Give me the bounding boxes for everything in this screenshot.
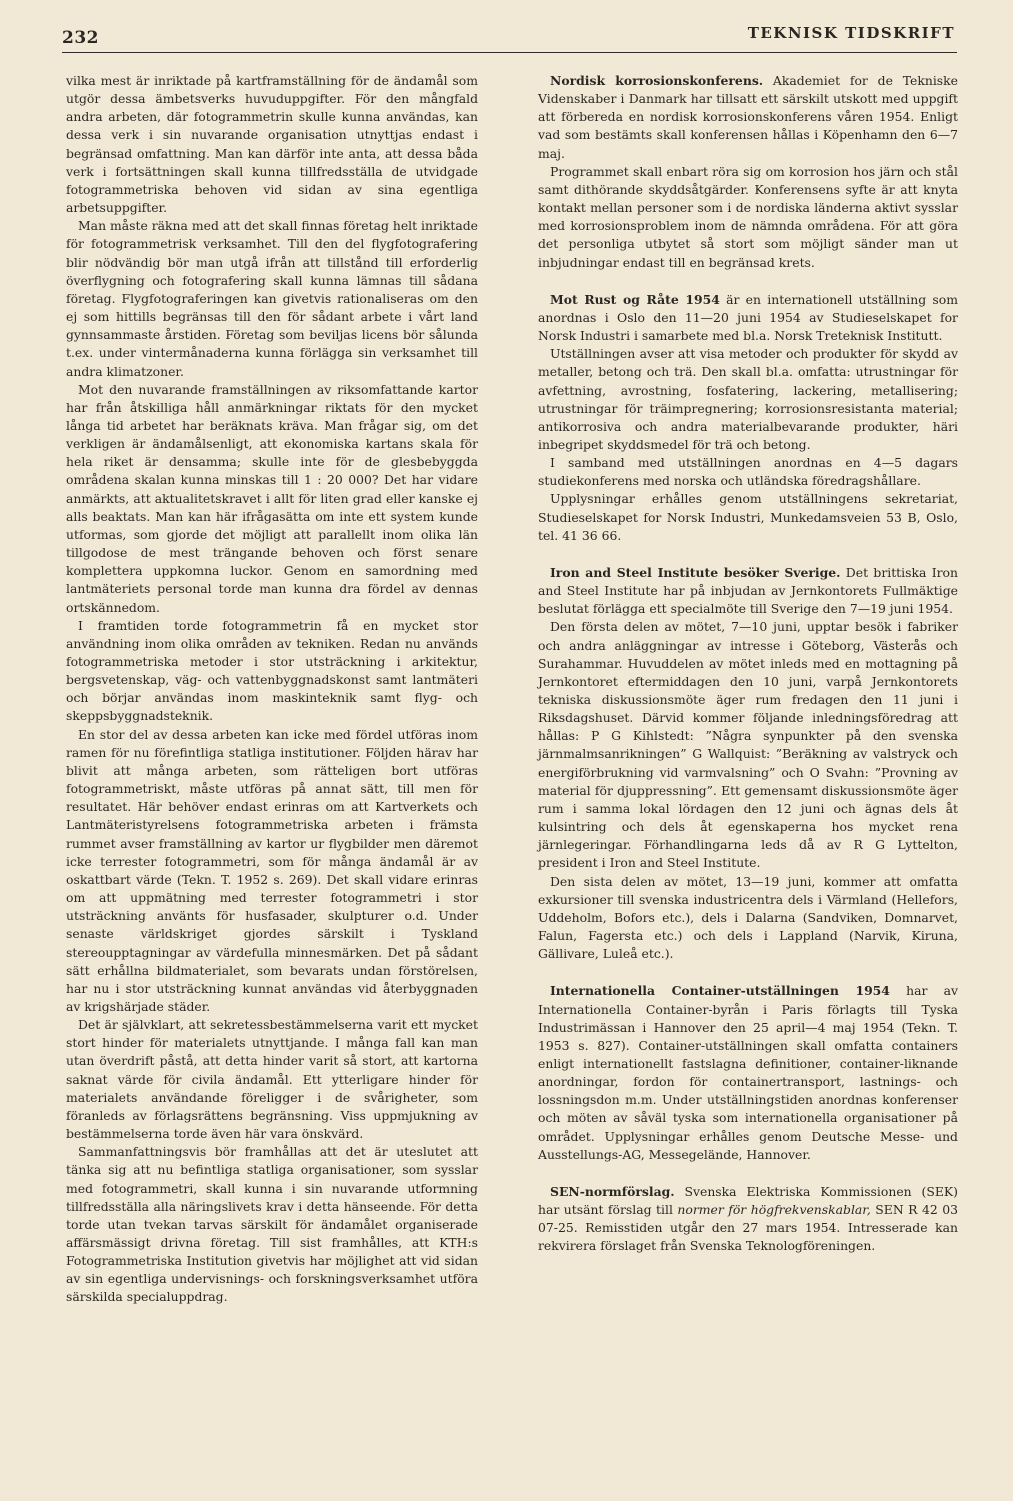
page-number: 232 bbox=[62, 28, 99, 48]
item-heading: Mot Rust og Råte 1954 bbox=[550, 291, 720, 307]
item-heading: SEN-normförslag. bbox=[550, 1183, 675, 1199]
item-paragraph: Den sista delen av mötet, 13—19 juni, kommer att omfatta exkursioner till svenska industricentra dels i Värmland (Hellefors, Uddeholm, Bofors etc.), dels i Dalarna (Sandviken, Domnarvet, Falun, Fagersta etc.) och dels i Lappland (Narvik, Kiruna, Gällivare, Luleå etc.). bbox=[538, 873, 958, 962]
left-paragraph: En stor del av dessa arbeten kan icke med fördel utföras inom ramen för nu förefintliga statliga institutioner. Följden härav har blivit att många arbeten, som rätteligen bort utföras fotogrammetriskt, måste utföras på annat sätt, till men för resultatet. Här behöver endast erinras om att Kartverkets och Lantmäteristyrelsens fotogrammetriska arbeten i främsta rummet avser framställning av kartor ur flygbilder men däremot icke terrester fotogrammetri, som för många ändamål är av oskattbart värde (Tekn. T. 1952 s. 269). Det skall vidare erinras om att uppmätning med terrester fotogrammetri i stor utsträckning använts för husfasader, skulpturer o.d. Under senaste världskriget gjordes särskilt i Tyskland stereoupptagningar av värdefulla minnesmärken. Det på sådant sätt erhållna bildmaterialet, som bevarats undan förstörelsen, har nu i stor utsträckning kunnat användas vid återbyggnaden av krigshärjade städer. bbox=[66, 726, 478, 1014]
news-item-mot-rust bbox=[538, 291, 958, 545]
left-paragraph: Mot den nuvarande framställningen av riksomfattande kartor har från åtskilliga håll anmärkningar riktats för den mycket långa tid arbetet har beräknats kräva. Man frågar sig, om det verkligen är ändamålsenligt, att ekonomiska kartans skala för hela riket är densamma; skulle inte för de glesbebyggda områdena skalan kunna minskas till 1 : 20 000? Det har vidare anmärkts, att aktualitetskravet i allt för liten grad eller kanske ej alls beaktats. Man kan här ifrågasätta om inte ett system kunde utformas, som gjorde det möjligt att parallellt inom olika län tillgodose de mest trängande behoven och först senare komplettera uppkomna luckor. Genom en samordning med lantmäteriets personal torde man kunna dra fördel av dennas ortskännedom. bbox=[66, 381, 478, 615]
left-paragraph: vilka mest är inriktade på kartframställning för de ändamål som utgör dessa ämbetsverks huvuduppgifter. För den mångfald andra arbeten, där fotogrammetrin skulle kunna användas, kan dessa verk i sin nuvarande organisation utnyttjas endast i begränsad omfattning. Man kan därför inte anta, att dessa båda verk i fortsättningen skall kunna tillfredsställa de utvidgade fotogrammetriska behoven vid sidan av sina egentliga arbetsuppgifter. bbox=[66, 73, 478, 216]
item-paragraph: Utställningen avser att visa metoder och produkter för skydd av metaller, betong och trä. Den skall bl.a. omfatta: utrustningar för avfettning, avrostning, fosfatering, lackering, metallisering; utrustningar för träimpregnering; korrosionsresistanta material; antikorrosiva och andra materialbevarande produkter, häri inbegripet skyddsmedel för trä och betong. bbox=[538, 346, 958, 452]
item-heading: Nordisk korrosionskonferens. bbox=[550, 73, 764, 88]
left-paragraph: I framtiden torde fotogrammetrin få en mycket stor användning inom olika områden av tekniken. Redan nu används fotogrammetriska metoder i stor utsträckning i arkitektur, bergsvetenskap, väg- och vattenbyggnadskonst samt lantmäteri och börjar användas inom maskinteknik samt flyg- och skeppsbyggnadsteknik. bbox=[66, 617, 478, 724]
item-paragraph: Den första delen av mötet, 7—10 juni, upptar besök i fabriker och andra anläggningar av intresse i Göteborg, Västerås och Surahammar. Huvuddelen av mötet inleds med en mottagning på Jernkontoret eftermiddagen den 10 juni, varpå Jernkontorets tekniska diskussionsmöte äger rum fredagen den 11 juni i Riksdagshuset. Därvid kommer följande inledningsföredrag att hållas: P G Kihlstedt: ”Några synpunkter på den svenska järnmalmsanrikningen” G Wallquist: ”Beräkning av valstryck och energiförbrukning vid varmvalsning” och O Svahn: ”Provning av material för djuppressning”. Ett gemensamt diskussionsmöte äger rum i samma lokal lördagen den 12 juni och ägnas dels åt kulsintring och dels åt egenskaperna hos mycket rena järnlegeringar. Förhandlingarna leds då av R G Lyttelton, president i Iron and Steel Institute. bbox=[538, 619, 958, 871]
right-column bbox=[538, 72, 958, 1275]
item-rest-text: SEN R 42 03 07-25. Remisstiden utgår den 27 mars 1954. Intresserade kan rekvirera förslaget från Svenska Teknologföreningen. bbox=[538, 1202, 958, 1254]
news-item-iron-steel bbox=[538, 564, 958, 963]
left-paragraph: Man måste räkna med att det skall finnas företag helt inriktade för fotogrammetrisk verksamhet. Till den del flygfotografering blir nödvändig bör man utgå ifrån att tillstånd till erforderlig överflygning och fotografering skall kunna lämnas till sådana företag. Flygfotograferingen kan givetvis rationaliseras om den ej som hittills begränsas till den för sådant arbete i vårt land gynnsammaste årstiden. Företag som beviljas licens bör sålunda t.ex. under vintermånaderna kunna förlägga sin verksamhet till andra klimatzoner. bbox=[66, 218, 479, 379]
news-item-nordisk-korrosion bbox=[538, 72, 958, 272]
item-lead-text: Svenska Elektriska Kommissionen (SEK) har utsänt förslag till bbox=[538, 1183, 958, 1218]
item-lead-text: har av Internationella Container-byrån i Paris förlagts till Tyska Industrimässan i Hannover den 25 april—4 maj 1954 (Tekn. T. 1953 s. 827). Container-utställningen skall omfatta containers enligt internationellt fastslagna definitioner, container-liknande anordningar, fordon för containertransport, lastnings- och lossningsdon m.m. Under utställningstiden anordnas konferenser och möten av såväl tyska som internationella organisationer på området. Upplysningar erhålles genom Deutsche Messe- und Ausstellungs-AG, Messegelände, Hannover. bbox=[538, 983, 958, 1162]
news-item-container bbox=[538, 982, 958, 1164]
item-heading: Internationella Container-utställningen 1954 bbox=[550, 983, 890, 999]
left-column bbox=[66, 72, 478, 1307]
left-paragraph: Det är självklart, att sekretessbestämmelserna varit ett mycket stort hinder för materialets utnyttjande. I många fall kan man utan överdrift påstå, att detta hinder varit så stort, att kartorna saknat värde för civila ändamål. Ett ytterligare hinder för materialets användande föreligger i de svårigheter, som föranleds av förlagsrättens begränsning. Viss uppmjukning av bestämmelserna torde även här vara önskvärd. bbox=[66, 1017, 478, 1142]
item-paragraph: I samband med utställningen anordnas en 4—5 dagars studiekonferens med norska och utländska föredragshållare. bbox=[538, 455, 958, 489]
item-lead-paragraph bbox=[538, 72, 958, 163]
item-lead-text: är en internationell utställning som anordnas i Oslo den 11—20 juni 1954 av Studieselskapet for Norsk Industri i samarbete med bl.a. Norsk Treteknisk Institutt. bbox=[538, 291, 958, 344]
left-paragraph: Sammanfattningsvis bör framhållas att det är uteslutet att tänka sig att nu befintliga statliga organisationer, som sysslar med fotogrammetri, skall kunna i sin nuvarande utformning tillfredsställa alla näringslivets krav i detta hänseende. För detta torde utan tvekan tarvas särskilt för ändamålet organiserade affärsmässigt drivna företag. Till sist framhålles, att KTH:s Fotogrammetriska Institution givetvis har möjlighet att vid sidan av sin egentliga undervisnings- och forskningsverksamhet utföra särskilda specialuppdrag. bbox=[66, 1144, 478, 1305]
item-italic-text: normer för högfrekvenskablar, bbox=[677, 1202, 871, 1218]
item-lead-paragraph bbox=[538, 291, 958, 345]
item-lead-paragraph bbox=[538, 1183, 958, 1256]
item-paragraph: Programmet skall enbart röra sig om korrosion hos järn och stål samt dithörande skyddsåtgärder. Konferensens syfte är att knyta kontakt mellan personer som i de nordiska länderna aktivt sysslar med korrosionsproblem inom de nämnda områdena. För att göra det personliga utbytet så stort som möjligt sänder man ut inbjudningar endast till en begränsad krets. bbox=[538, 163, 958, 270]
item-lead-paragraph bbox=[538, 982, 958, 1164]
item-lead-paragraph bbox=[538, 564, 958, 618]
item-paragraph: Upplysningar erhålles genom utställningens sekretariat, Studieselskapet for Norsk Industri, Munkedamsveien 53 B, Oslo, tel. 41 36 66. bbox=[538, 491, 958, 543]
item-heading: Iron and Steel Institute besöker Sverige. bbox=[550, 564, 841, 580]
journal-title: TEKNISK TIDSKRIFT bbox=[747, 24, 955, 42]
item-lead-text: Det brittiska Iron and Steel Institute har på inbjudan av Jernkontorets Fullmäktige beslutat förlägga ett specialmöte till Sverige den 7—19 juni 1954. bbox=[538, 564, 958, 617]
item-lead-text: Akademiet for de Tekniske Videnskaber i Danmark har tillsatt ett särskilt utskott med uppgift att förbereda en nordisk korrosionskonferens våren 1954. Enligt vad som bestämts skall konferensen hållas i Köpenhamn den 6—7 maj. bbox=[538, 73, 959, 161]
news-item-sen bbox=[538, 1183, 958, 1256]
header-rule bbox=[62, 52, 957, 53]
